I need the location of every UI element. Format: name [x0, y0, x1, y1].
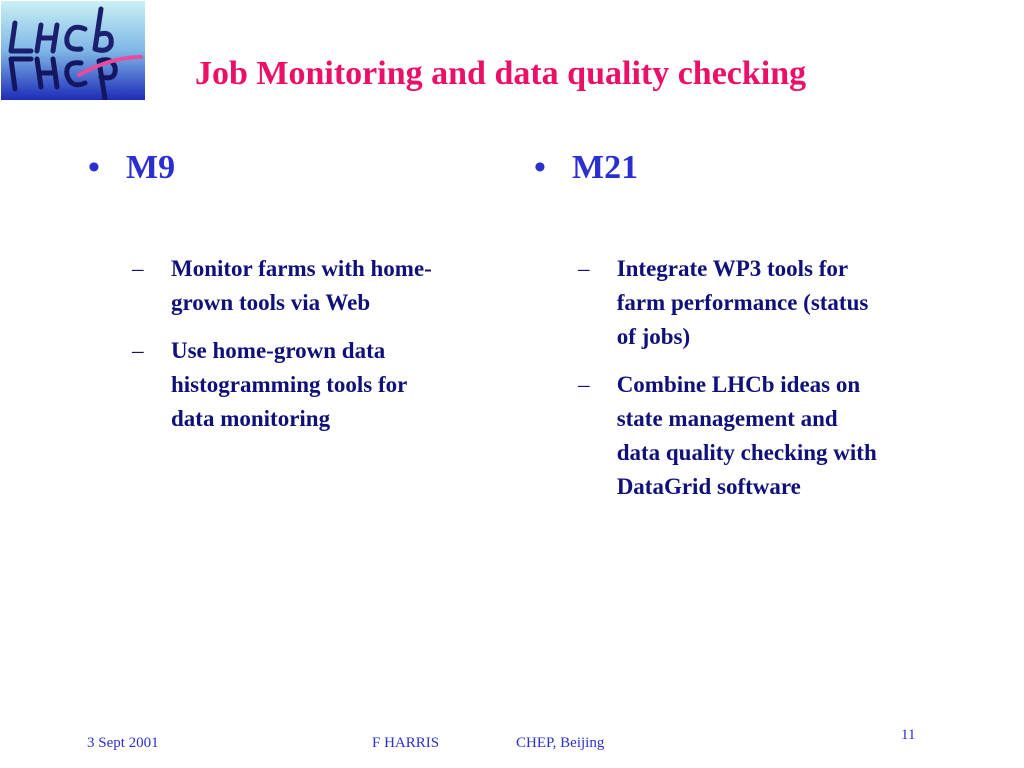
- slide-title: Job Monitoring and data quality checking: [195, 55, 807, 92]
- bullet-heading: [88, 146, 508, 190]
- heading-text: M21: [572, 149, 639, 186]
- heading-text: M9: [126, 149, 176, 186]
- list-item: [132, 252, 508, 320]
- page-number: 11: [901, 727, 916, 743]
- sub-list: [534, 252, 954, 504]
- lhcb-logo-icon: [1, 1, 145, 100]
- footer-conference: CHEP, Beijing: [516, 735, 605, 751]
- footer-date: 3 Sept 2001: [87, 735, 159, 751]
- bullet-icon: •: [534, 149, 546, 186]
- bullet-heading: [534, 146, 954, 190]
- list-item-text: Integrate WP3 tools for farm performance (status of jobs): [616, 256, 869, 349]
- footer-author: F HARRIS: [372, 735, 440, 751]
- list-item: [578, 252, 954, 354]
- bullet-icon: •: [88, 149, 100, 186]
- sub-list: [88, 252, 508, 436]
- list-item: [132, 334, 508, 436]
- dash-icon: –: [132, 338, 144, 363]
- list-item-text: Monitor farms with home- grown tools via Web: [171, 256, 432, 315]
- column-m21: [534, 146, 954, 518]
- dash-icon: –: [132, 256, 144, 281]
- column-m9: [88, 146, 508, 450]
- list-item-text: Use home-grown data histogramming tools for data monitoring: [171, 338, 408, 431]
- dash-icon: –: [578, 256, 590, 281]
- dash-icon: –: [578, 372, 590, 397]
- list-item: [578, 368, 954, 504]
- list-item-text: Combine LHCb ideas on state management and data quality checking with DataGrid software: [616, 372, 877, 499]
